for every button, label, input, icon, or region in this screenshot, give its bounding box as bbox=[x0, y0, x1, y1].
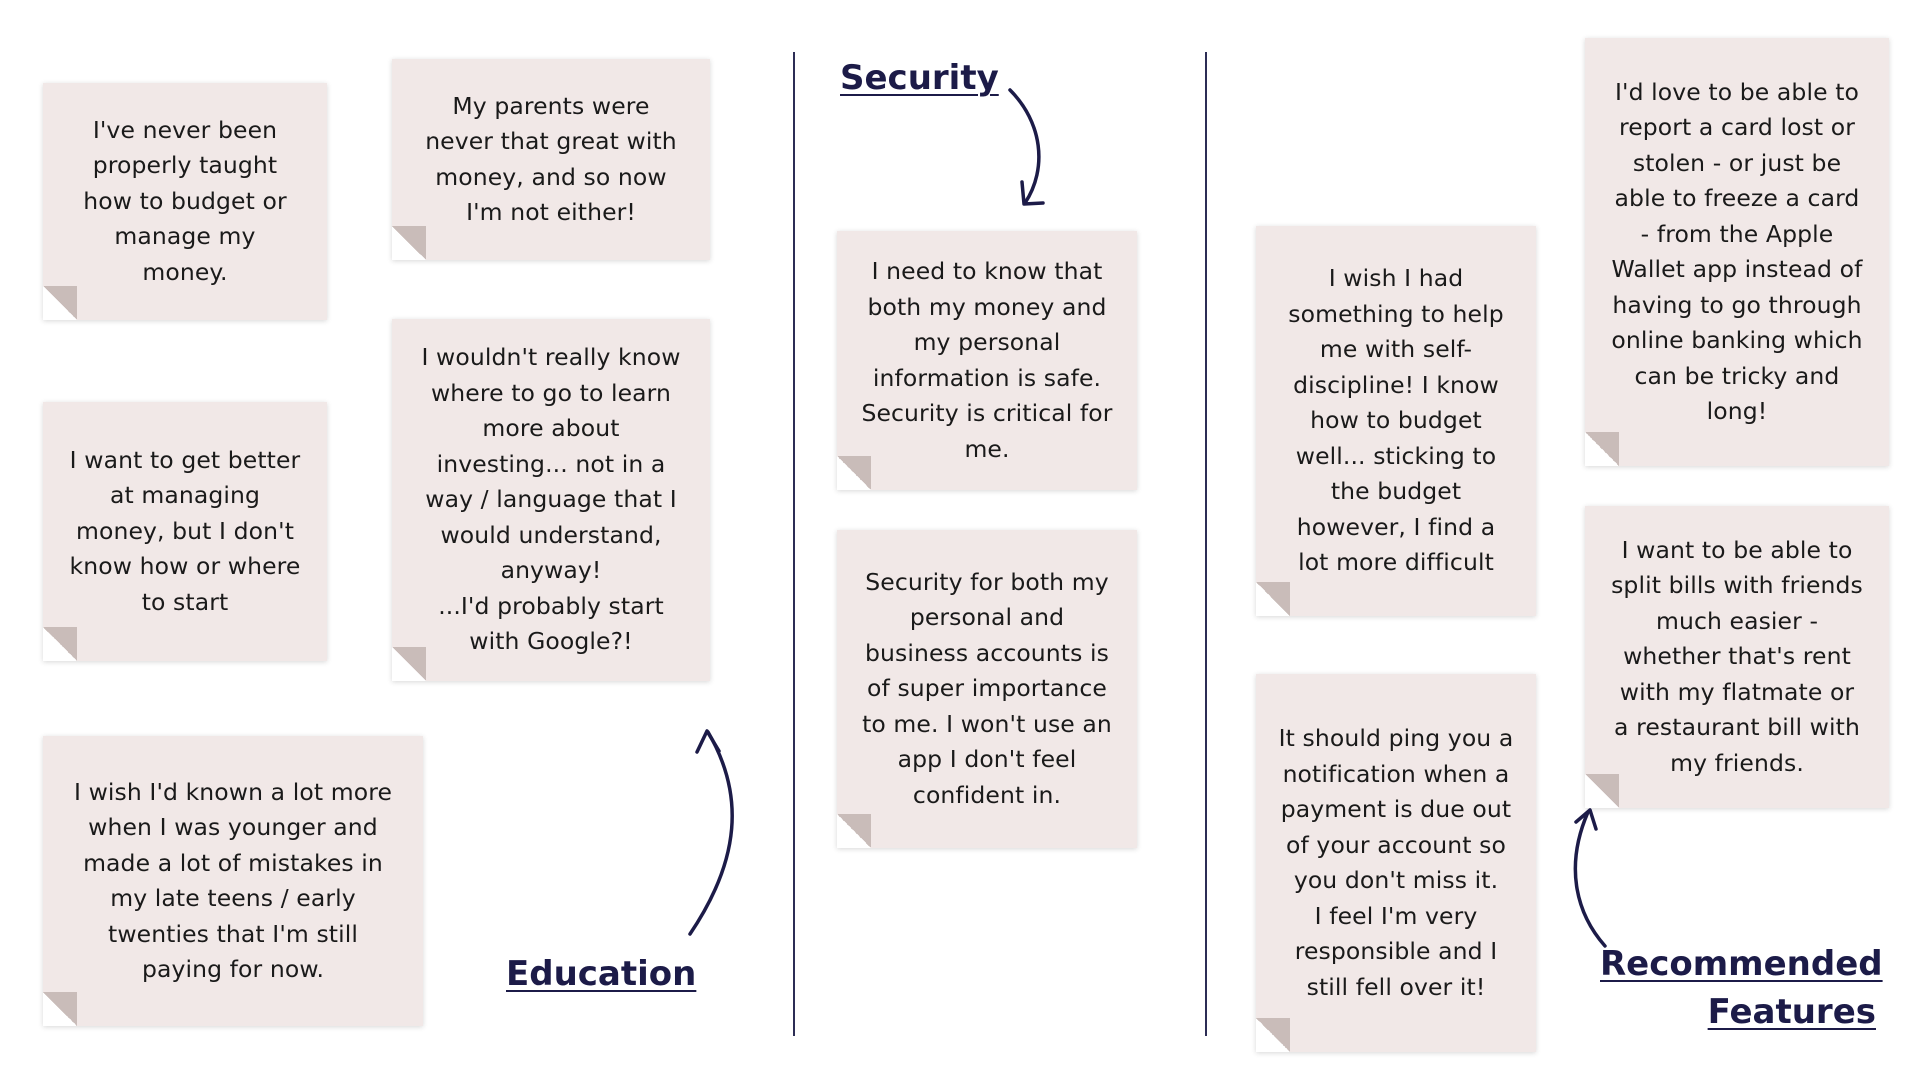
sticky-note: It should ping you a notification when a payment is due out of your account so you don't miss it. I feel I'm very responsible and I still fell over it! bbox=[1256, 674, 1536, 1052]
sticky-note: I wish I had something to help me with self-discipline! I know how to budget well... sticking to the budget however, I find a lot more difficult bbox=[1256, 226, 1536, 616]
security-arrow-icon bbox=[1010, 90, 1043, 204]
sticky-note: I want to be able to split bills with friends much easier - whether that's rent with my flatmate or a restaurant bill with my friends. bbox=[1585, 506, 1889, 808]
sticky-note: My parents were never that great with money, and so now I'm not either! bbox=[392, 59, 710, 260]
education-arrow-icon bbox=[690, 731, 732, 934]
sticky-note: I wouldn't really know where to go to learn more about investing... not in a way / language that I would understand, anyway! ...I'd probably start with Google?! bbox=[392, 319, 710, 681]
sticky-note: I want to get better at managing money, but I don't know how or where to start bbox=[43, 402, 327, 661]
sticky-note: Security for both my personal and business accounts is of super importance to me. I won't use an app I don't feel confident in. bbox=[837, 530, 1137, 848]
heading-recommended-line-2: Features bbox=[1707, 992, 1876, 1032]
sticky-note: I'd love to be able to report a card lost or stolen - or just be able to freeze a card - from the Apple Wallet app instead of having to go through online banking which can be tricky and long! bbox=[1585, 38, 1889, 466]
heading-recommended-line-1: Recommended bbox=[1600, 944, 1883, 984]
sticky-note: I need to know that both my money and my personal information is safe. Security is critical for me. bbox=[837, 231, 1137, 490]
heading-education: Education bbox=[506, 954, 697, 994]
heading-security: Security bbox=[840, 58, 999, 98]
sticky-note: I've never been properly taught how to budget or manage my money. bbox=[43, 83, 327, 320]
sticky-note: I wish I'd known a lot more when I was younger and made a lot of mistakes in my late teens / early twenties that I'm still paying for now. bbox=[43, 736, 423, 1026]
features-arrow-icon bbox=[1575, 810, 1605, 946]
